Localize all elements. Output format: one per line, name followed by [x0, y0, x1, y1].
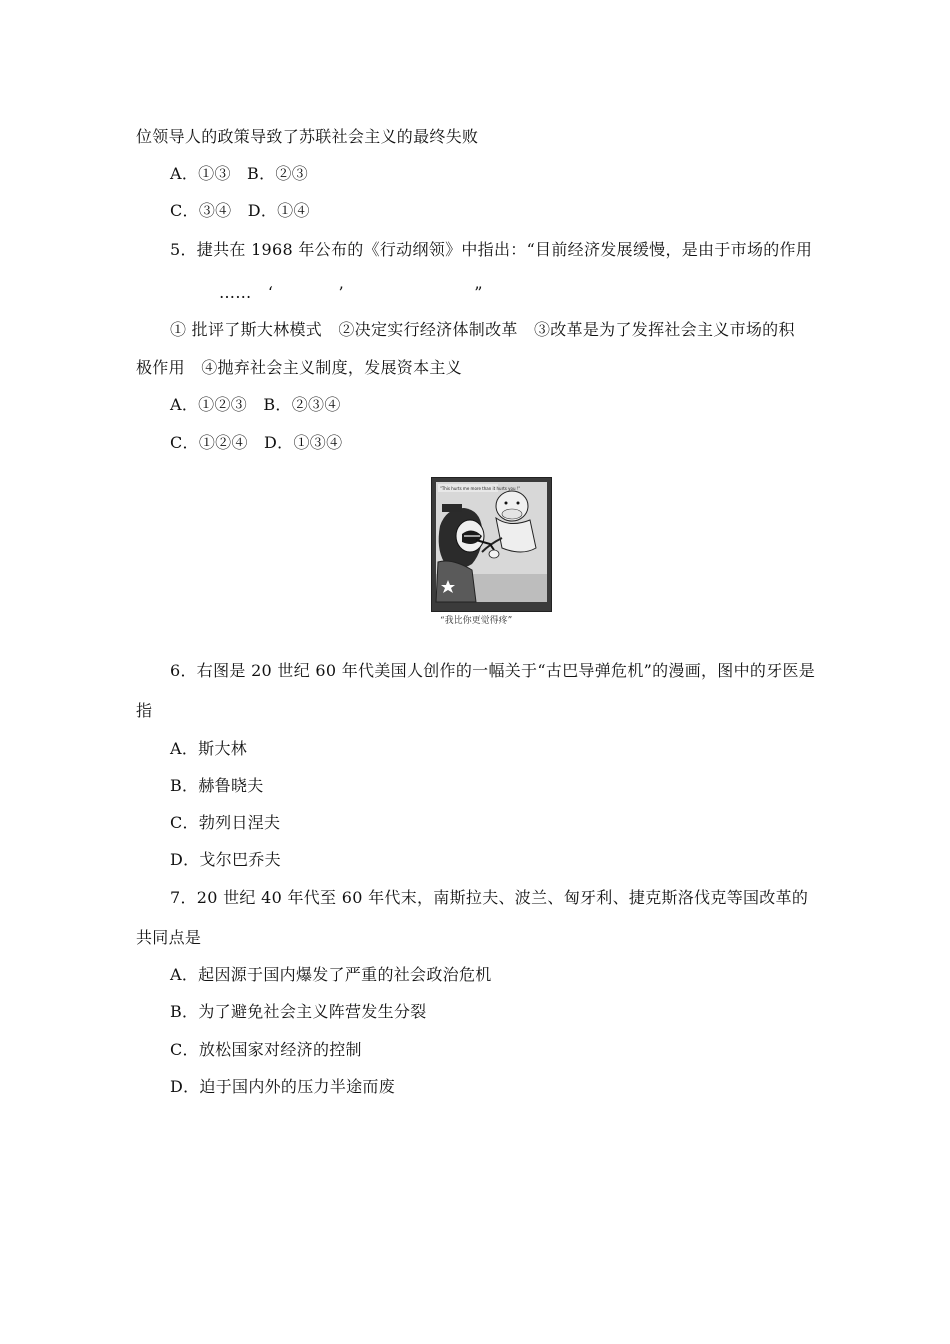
q4-options-ab: A．①③ B．②③	[170, 164, 309, 183]
q7-option-c: C．放松国家对经济的控制	[170, 1040, 362, 1059]
q7-stem: 7．20 世纪 40 年代至 60 年代末，南斯拉夫、波兰、匈牙利、捷克斯洛伐克等国改革的	[170, 888, 809, 907]
q5-stem-continuation: …… ‘ ’ ”	[219, 283, 483, 302]
cartoon-caption: “我比你更觉得疼”	[440, 616, 513, 626]
q6-option-d: D．戈尔巴乔夫	[170, 850, 281, 869]
q7-stem-continuation: 共同点是	[136, 928, 202, 947]
q5-stem: 5．捷共在 1968 年公布的《行动纲领》中指出：“目前经济发展缓慢，是由于市场的作用	[170, 240, 813, 259]
cartoon-image	[431, 477, 552, 612]
q7-option-b: B．为了避免社会主义阵营发生分裂	[170, 1002, 427, 1021]
q5-statements-line2: 极作用 ④抛弃社会主义制度，发展资本主义	[136, 358, 463, 377]
q4-stem-continuation: 位领导人的政策导致了苏联社会主义的最终失败	[136, 127, 479, 146]
q6-option-c: C．勃列日涅夫	[170, 813, 281, 832]
q6-stem: 6．右图是 20 世纪 60 年代美国人创作的一幅关于“古巴导弹危机”的漫画，图中的牙医是	[170, 661, 816, 680]
q7-option-a: A．起因源于国内爆发了严重的社会政治危机	[170, 965, 492, 984]
q5-options-ab: A．①②③ B．②③④	[170, 395, 341, 414]
q6-option-a: A．斯大林	[170, 739, 248, 758]
q7-option-d: D．迫于国内外的压力半途而废	[170, 1077, 396, 1096]
cartoon-inner-text: "This hurts me more than it hurts you !"	[440, 486, 521, 491]
q5-options-cd: C．①②④ D．①③④	[170, 433, 343, 452]
cartoon-drawing	[432, 478, 551, 611]
q4-options-cd: C．③④ D．①④	[170, 201, 310, 220]
q6-option-b: B．赫鲁晓夫	[170, 776, 264, 795]
q6-stem-continuation: 指	[136, 701, 153, 720]
q5-statements-line1: ① 批评了斯大林模式 ②决定实行经济体制改革 ③改革是为了发挥社会主义市场的积	[170, 320, 795, 339]
